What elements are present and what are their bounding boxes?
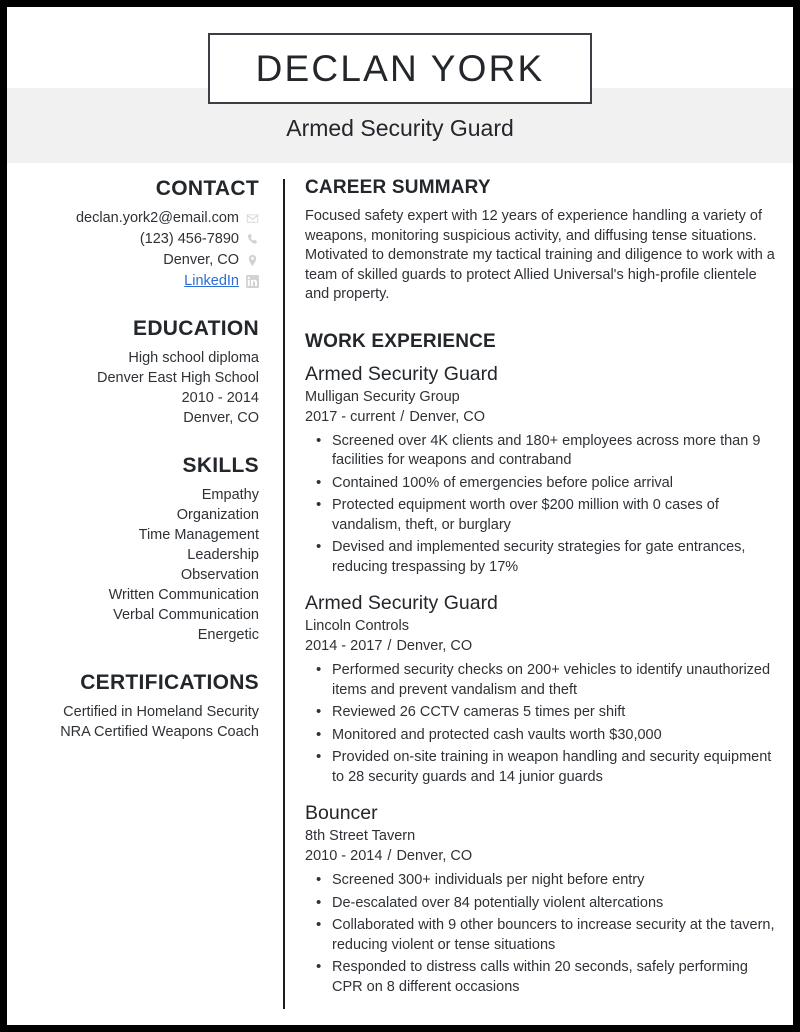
- job-role: Armed Security Guard: [305, 362, 498, 385]
- job-bullet: • Responded to distress calls within 20 seconds, safely performing CPR on 8 different occasions: [305, 958, 775, 997]
- sidebar-column: [7, 177, 276, 1010]
- job-bullet-list: [305, 432, 775, 578]
- job-company: Mulligan Security Group: [305, 388, 460, 405]
- linkedin-link[interactable]: LinkedIn: [184, 273, 239, 289]
- job-meta: [305, 846, 775, 867]
- candidate-job-title: Armed Security Guard: [286, 115, 514, 141]
- work-experience-section: [305, 331, 775, 998]
- job-separator: /: [387, 638, 392, 654]
- phone-icon: [246, 233, 259, 246]
- job-bullet: • Devised and implemented security strategies for gate entrances, reducing trespassing by 17%: [305, 538, 775, 577]
- education-line: High school diploma: [128, 350, 259, 366]
- career-summary-heading: CAREER SUMMARY: [305, 177, 491, 198]
- skill-item: Leadership: [187, 547, 259, 563]
- job-bullet: • Screened 300+ individuals per night before entry: [305, 871, 775, 891]
- skill-item: Verbal Communication: [113, 607, 259, 623]
- resume-body: [7, 163, 793, 1010]
- contact-item-email: [7, 208, 259, 228]
- certification-item: NRA Certified Weapons Coach: [60, 724, 259, 740]
- education-line: Denver East High School: [97, 370, 259, 386]
- education-line: Denver, CO: [183, 410, 259, 426]
- contact-location-text: Denver, CO: [163, 252, 239, 268]
- job-meta: [305, 407, 775, 428]
- career-summary-text: Focused safety expert with 12 years of experience handling a variety of weapons, monitoring suspicious activity, and diffusing tense situations. Motivated to demonstrate my tactical training and diligence to work with a team of skilled guards to protect Allied Universal's high-profile clientele and property.: [305, 208, 775, 302]
- work-experience-heading: WORK EXPERIENCE: [305, 330, 496, 352]
- job-location: Denver, CO: [396, 848, 473, 864]
- job-bullet: • Provided on-site training in weapon handling and security equipment to 28 security guards and 14 junior guards: [305, 748, 775, 787]
- job-bullet-list: [305, 871, 775, 997]
- skill-item: Empathy: [201, 487, 259, 503]
- resume-page: [7, 7, 793, 1025]
- contact-phone-text: (123) 456-7890: [139, 231, 239, 247]
- job-bullet-list: [305, 661, 775, 787]
- certification-item: Certified in Homeland Security: [63, 704, 259, 720]
- career-summary-section: [305, 177, 775, 305]
- job-entry: [305, 590, 775, 787]
- skill-item: Time Management: [138, 527, 259, 543]
- job-bullet: • Reviewed 26 CCTV cameras 5 times per shift: [305, 703, 775, 723]
- skill-item: Observation: [180, 567, 259, 583]
- candidate-name: DECLAN YORK: [255, 47, 545, 89]
- job-dates: 2010 - 2014: [305, 848, 383, 864]
- job-location: Denver, CO: [396, 638, 473, 654]
- contact-email-text: declan.york2@email.com: [75, 210, 239, 226]
- name-box: [208, 33, 592, 104]
- contact-item-linkedin[interactable]: [7, 271, 259, 291]
- job-meta: [305, 636, 775, 657]
- location-pin-icon: [246, 254, 259, 267]
- contact-heading: CONTACT: [155, 177, 259, 200]
- education-section: [7, 317, 259, 428]
- job-separator: /: [387, 848, 392, 864]
- column-divider: [283, 179, 285, 1009]
- job-bullet: • Protected equipment worth over $200 million with 0 cases of vandalism, theft, or burglary: [305, 496, 775, 535]
- job-dates: 2014 - 2017: [305, 638, 383, 654]
- job-bullet: • Contained 100% of emergencies before police arrival: [305, 474, 775, 494]
- job-entry: [305, 361, 775, 578]
- job-bullet: • Collaborated with 9 other bouncers to increase security at the tavern, reducing violent or tense situations: [305, 916, 775, 955]
- skills-heading: SKILLS: [182, 454, 259, 477]
- skills-section: [7, 454, 259, 645]
- contact-section: [7, 177, 259, 291]
- job-separator: /: [400, 408, 405, 425]
- contact-item-phone: [7, 229, 259, 249]
- education-heading: EDUCATION: [133, 317, 259, 340]
- job-location: Denver, CO: [409, 408, 486, 425]
- job-role: Armed Security Guard: [305, 592, 498, 614]
- job-company: Lincoln Controls: [305, 618, 409, 634]
- education-line: 2010 - 2014: [181, 390, 259, 406]
- contact-item-location: [7, 250, 259, 270]
- job-bullet: • Performed security checks on 200+ vehicles to identify unauthorized items and prevent vandalism and theft: [305, 661, 775, 700]
- certifications-section: [7, 671, 259, 742]
- main-column: [276, 177, 793, 1010]
- job-bullet: • Monitored and protected cash vaults worth $30,000: [305, 726, 775, 746]
- linkedin-icon[interactable]: [246, 275, 259, 288]
- job-bullet: • De-escalated over 84 potentially violent altercations: [305, 894, 775, 914]
- skill-item: Energetic: [197, 627, 259, 643]
- job-dates: 2017 - current: [305, 408, 396, 425]
- job-company: 8th Street Tavern: [305, 828, 416, 844]
- job-role: Bouncer: [305, 802, 378, 824]
- job-bullet: • Screened over 4K clients and 180+ employees across more than 9 facilities for weapons and contraband: [305, 432, 775, 471]
- job-entry: [305, 800, 775, 997]
- certifications-heading: CERTIFICATIONS: [80, 671, 259, 694]
- skill-item: Organization: [176, 507, 259, 523]
- skill-item: Written Communication: [108, 587, 259, 603]
- envelope-icon: [246, 212, 259, 225]
- resume-header: [7, 7, 793, 163]
